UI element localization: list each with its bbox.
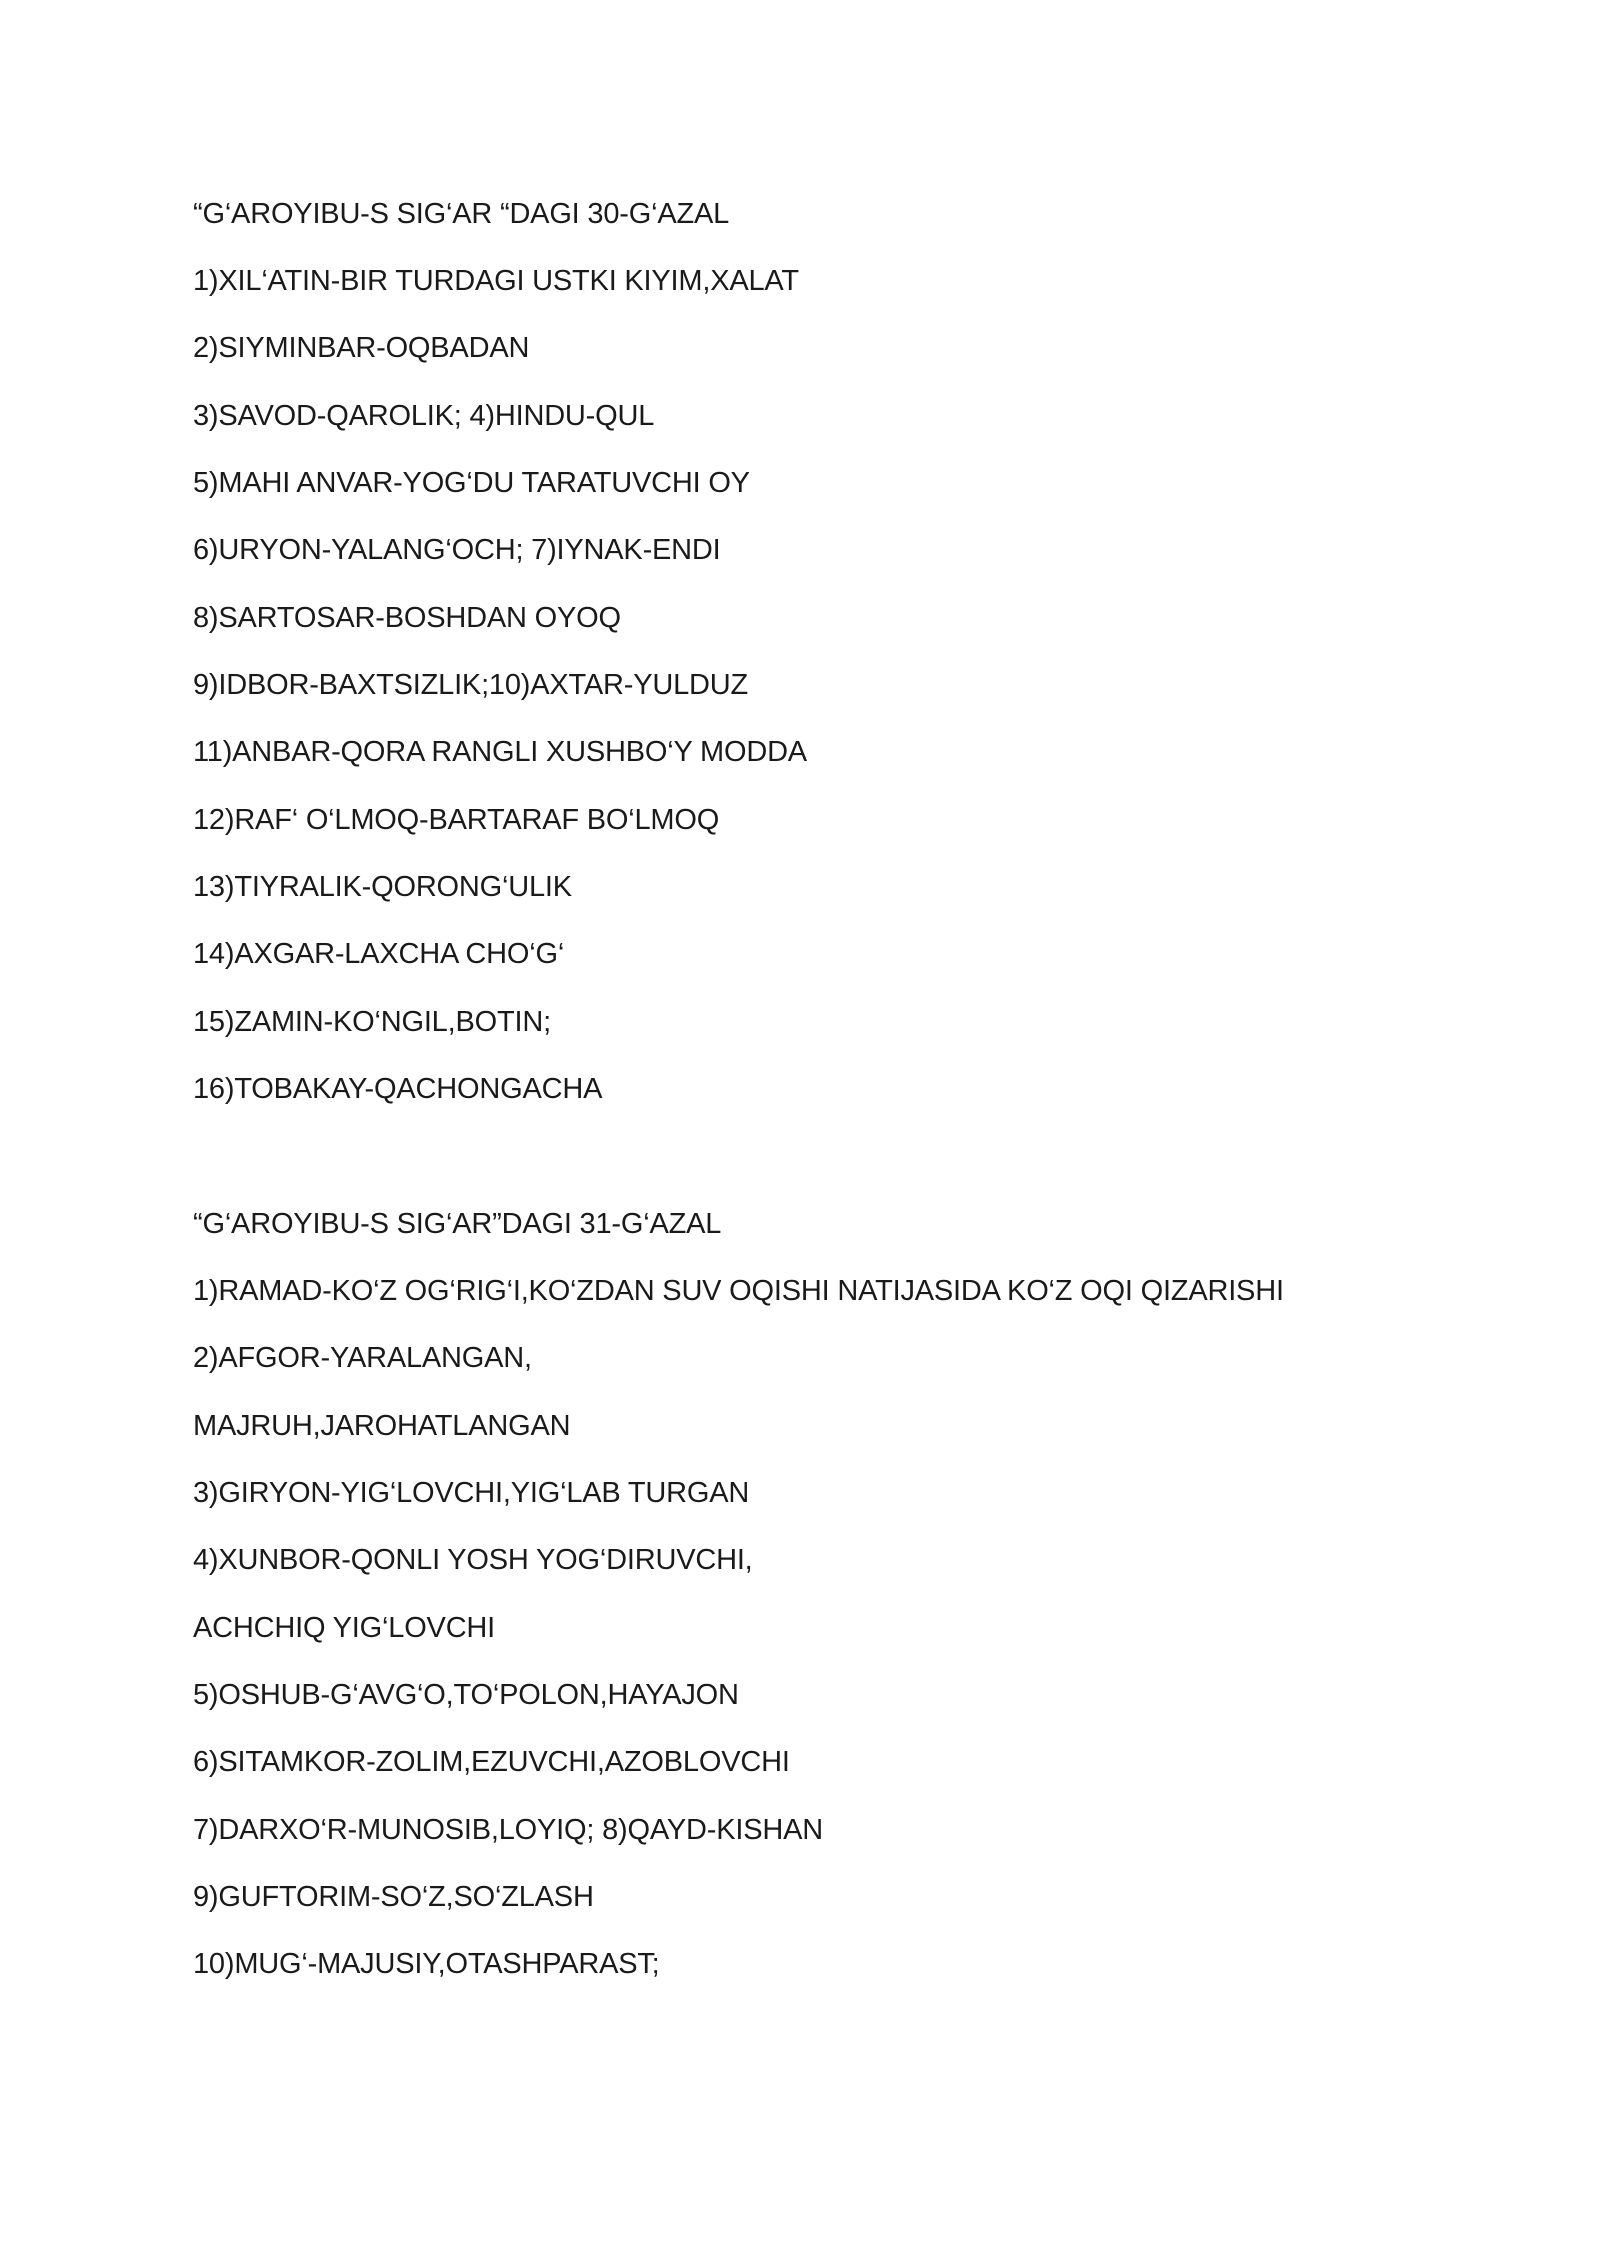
glossary-line: 11)ANBAR-QORA RANGLI XUSHBO‘Y MODDA: [193, 736, 807, 768]
glossary-line: 1)XIL‘ATIN-BIR TURDAGI USTKI KIYIM,XALAT: [193, 265, 799, 297]
glossary-line: ACHCHIQ YIG‘LOVCHI: [193, 1612, 496, 1644]
glossary-line: 10)MUG‘-MAJUSIY,OTASHPARAST;: [193, 1948, 660, 1980]
glossary-line: 8)SARTOSAR-BOSHDAN OYOQ: [193, 602, 621, 634]
glossary-line: MAJRUH,JAROHATLANGAN: [193, 1410, 571, 1442]
glossary-line: 2)SIYMINBAR-OQBADAN: [193, 332, 530, 364]
section-title: “G‘AROYIBU-S SIG‘AR “DAGI 30-G‘AZAL: [193, 198, 730, 230]
glossary-line: 9)IDBOR-BAXTSIZLIK;10)AXTAR-YULDUZ: [193, 669, 749, 701]
glossary-line: 3)GIRYON-YIG‘LOVCHI,YIG‘LAB TURGAN: [193, 1477, 750, 1509]
glossary-line: 5)MAHI ANVAR-YOG‘DU TARATUVCHI OY: [193, 467, 750, 499]
glossary-line: 6)URYON-YALANG‘OCH; 7)IYNAK-ENDI: [193, 534, 721, 566]
glossary-line: 15)ZAMIN-KO‘NGIL,BOTIN;: [193, 1006, 551, 1038]
glossary-line: 2)AFGOR-YARALANGAN,: [193, 1342, 532, 1374]
glossary-line: 3)SAVOD-QAROLIK; 4)HINDU-QUL: [193, 400, 655, 432]
glossary-line: 5)OSHUB-G‘AVG‘O,TO‘POLON,HAYAJON: [193, 1679, 739, 1711]
glossary-line: 16)TOBAKAY-QACHONGACHA: [193, 1073, 603, 1105]
glossary-line: 4)XUNBOR-QONLI YOSH YOG‘DIRUVCHI,: [193, 1544, 753, 1576]
glossary-line: 12)RAF‘ O‘LMOQ-BARTARAF BO‘LMOQ: [193, 804, 720, 836]
glossary-line: 6)SITAMKOR-ZOLIM,EZUVCHI,AZOBLOVCHI: [193, 1746, 790, 1778]
glossary-line: 7)DARXO‘R-MUNOSIB,LOYIQ; 8)QAYD-KISHAN: [193, 1814, 823, 1846]
section-title: “G‘AROYIBU-S SIG‘AR”DAGI 31-G‘AZAL: [193, 1208, 722, 1240]
glossary-line: 14)AXGAR-LAXCHA CHO‘G‘: [193, 938, 565, 970]
glossary-line: 1)RAMAD-KO‘Z OG‘RIG‘I,KO‘ZDAN SUV OQISHI NATIJASIDA KO‘Z OQI QIZARISHI: [193, 1275, 1284, 1307]
glossary-line: 9)GUFTORIM-SO‘Z,SO‘ZLASH: [193, 1881, 594, 1913]
glossary-line: 13)TIYRALIK-QORONG‘ULIK: [193, 871, 572, 903]
